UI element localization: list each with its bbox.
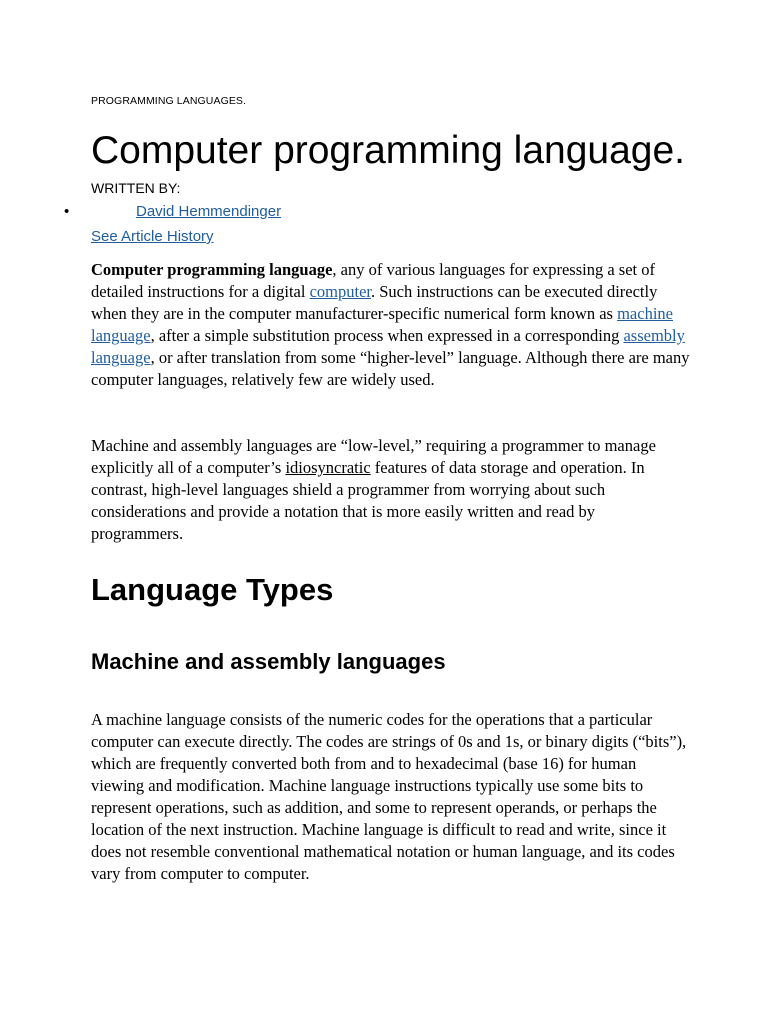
- low-level-text-1: Machine and assembly languages are “low-level,” requiring a programmer to manage explicitly all of a computer’s: [91, 436, 656, 477]
- intro-text-1: , any of various languages for expressing a set of detailed instructions for a digital: [91, 260, 655, 301]
- bullet-icon: •: [64, 203, 70, 220]
- intro-text-4: , or after translation from some “higher-level” language. Although there are many computer languages, relatively few are widely used.: [91, 348, 690, 389]
- intro-text-2: . Such instructions can be executed directly when they are in the computer manufacturer-specific numerical form known as: [91, 282, 658, 323]
- idiosyncratic-term: idiosyncratic: [285, 458, 371, 477]
- machine-language-link[interactable]: machine language: [91, 304, 673, 345]
- author-link[interactable]: David Hemmendinger: [136, 203, 282, 220]
- low-level-text-2: features of data storage and operation. In contrast, high-level languages shield a programmer from worrying about such considerations and provide a notation that is more easily written and read by programmers.: [91, 458, 645, 543]
- section-kicker: PROGRAMMING LANGUAGES.: [91, 95, 247, 107]
- written-by-label: WRITTEN BY:: [91, 180, 181, 196]
- intro-paragraph: [91, 259, 691, 391]
- article-history-link[interactable]: See Article History: [91, 228, 214, 245]
- language-types-heading: Language Types: [91, 572, 334, 607]
- assembly-language-link[interactable]: assembly language: [91, 326, 685, 367]
- machine-language-paragraph: A machine language consists of the numeric codes for the operations that a particular computer can execute directly. The codes are strings of 0s and 1s, or binary digits (“bits”), which are frequently converted both from and to hexadecimal (base 16) for human viewing and modification. Machine language instructions typically use some bits to represent operations, such as addition, and some to represent operands, or perhaps the location of the next instruction. Machine language is difficult to read and write, since it does not resemble conventional mathematical notation or human language, and its codes vary from computer to computer.: [91, 710, 687, 883]
- intro-lead-term: Computer programming language: [91, 260, 333, 279]
- machine-assembly-heading: Machine and assembly languages: [91, 649, 446, 674]
- intro-text-3: , after a simple substitution process when expressed in a corresponding: [150, 326, 624, 345]
- page-title: Computer programming language.: [91, 129, 685, 172]
- computer-link[interactable]: computer: [309, 282, 371, 301]
- author-list-item: [64, 203, 464, 223]
- low-level-paragraph: [91, 435, 691, 545]
